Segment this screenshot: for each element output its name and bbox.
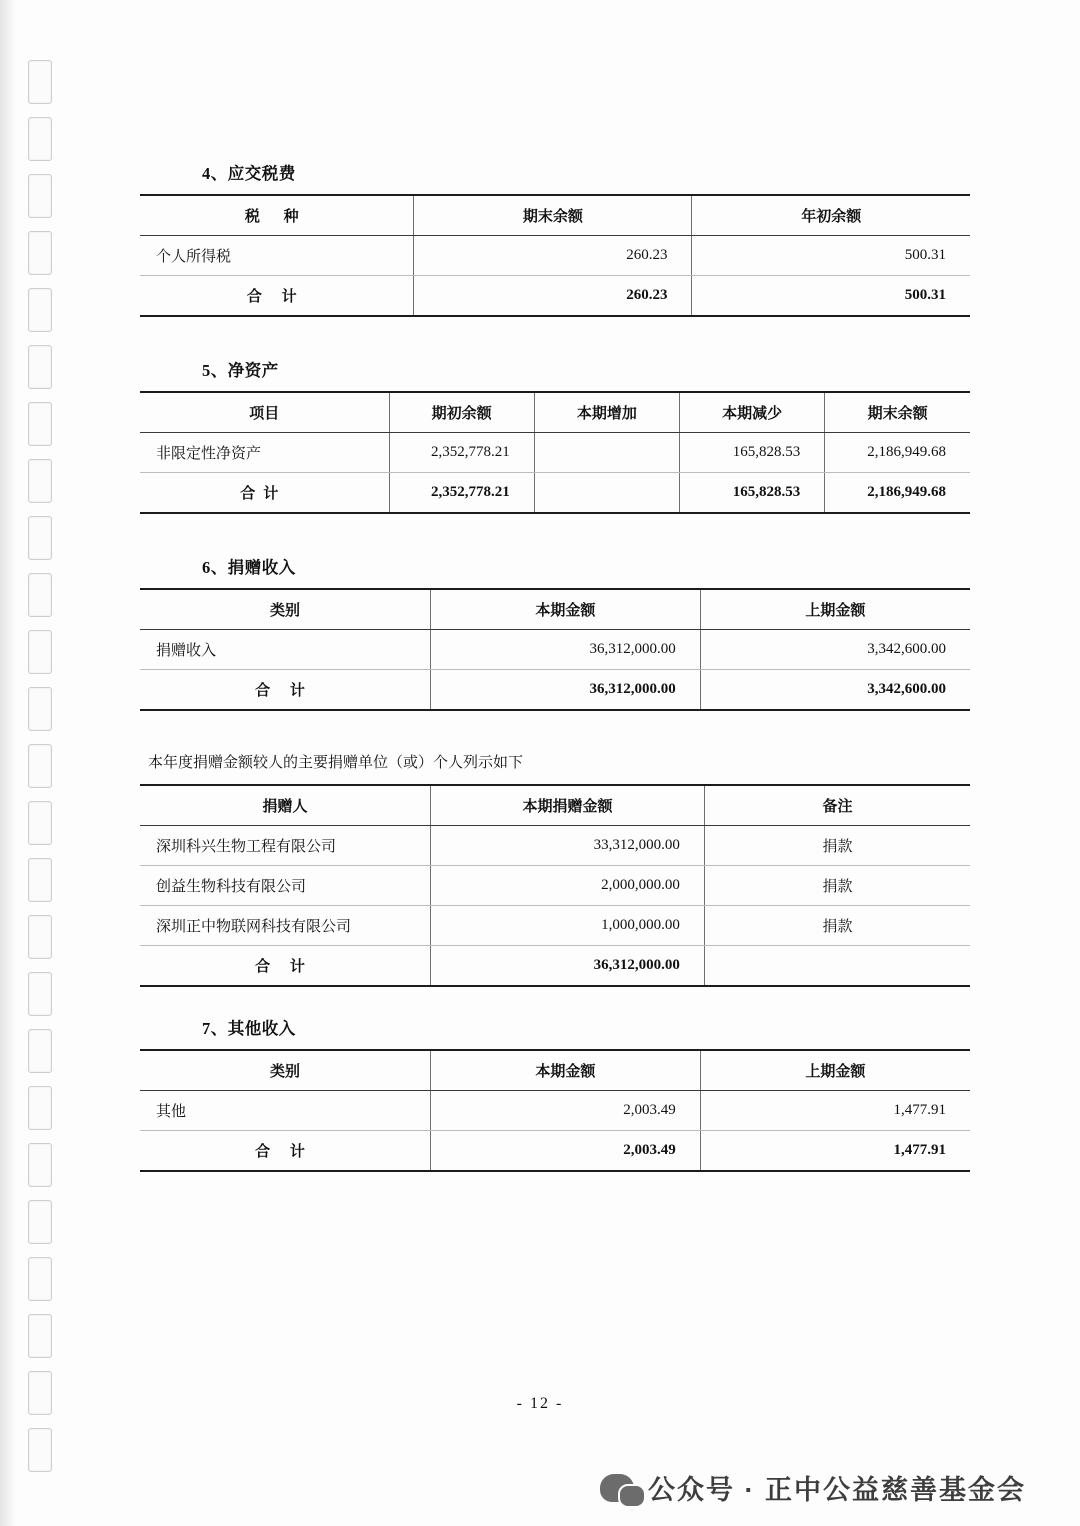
cell: 1,477.91 (700, 1131, 970, 1172)
table-total-row (140, 670, 970, 711)
binding-hole (28, 516, 52, 560)
cell: 36,312,000.00 (431, 946, 705, 987)
table-tax-payable (140, 194, 970, 317)
cell: 捐款 (704, 866, 970, 906)
cell: 非限定性净资产 (140, 433, 389, 473)
cell: 捐款 (704, 906, 970, 946)
cell: 260.23 (414, 276, 692, 317)
binding-hole (28, 858, 52, 902)
page-number: - 12 - (516, 1395, 564, 1412)
binding-hole (28, 1086, 52, 1130)
table-row (140, 866, 970, 906)
section-title-donation-income: 6、捐赠收入 (202, 558, 296, 577)
col-header: 本期增加 (534, 392, 679, 433)
section-title-other-income: 7、其他收入 (202, 1019, 296, 1038)
cell: 2,000,000.00 (431, 866, 705, 906)
binding-hole (28, 345, 52, 389)
binding-hole (28, 459, 52, 503)
binding-hole (28, 1257, 52, 1301)
table-header-row (140, 589, 970, 630)
cell: 500.31 (692, 276, 970, 317)
cell (534, 433, 679, 473)
cell: 合 计 (255, 683, 313, 699)
page-content (140, 0, 980, 1178)
table-other-income (140, 1049, 970, 1172)
cell: 3,342,600.00 (700, 670, 970, 711)
binding-hole (28, 915, 52, 959)
col-header: 本期金额 (431, 1050, 701, 1091)
binding-hole (28, 573, 52, 617)
col-header: 期初余额 (389, 392, 534, 433)
cell: 深圳正中物联网科技有限公司 (140, 906, 431, 946)
cell: 260.23 (414, 236, 692, 276)
cell: 33,312,000.00 (431, 826, 705, 866)
binding-hole (28, 972, 52, 1016)
cell: 2,186,949.68 (825, 433, 970, 473)
cell: 36,312,000.00 (431, 670, 701, 711)
table-donation-income (140, 588, 970, 711)
table-row (140, 236, 970, 276)
binding-hole (28, 1143, 52, 1187)
col-header: 备注 (704, 785, 970, 826)
cell: 创益生物科技有限公司 (140, 866, 431, 906)
page-edge-shadow (0, 0, 16, 1526)
binding-hole (28, 117, 52, 161)
table-total-row (140, 276, 970, 317)
cell: 合 计 (255, 1144, 313, 1160)
cell: 36,312,000.00 (431, 630, 701, 670)
col-header: 本期金额 (431, 589, 701, 630)
table-row (140, 433, 970, 473)
table-total-row (140, 946, 970, 987)
cell: 捐赠收入 (140, 630, 431, 670)
col-header: 项目 (140, 392, 389, 433)
table-row (140, 826, 970, 866)
binding-hole (28, 744, 52, 788)
col-header: 上期金额 (700, 1050, 970, 1091)
cell: 个人所得税 (140, 236, 414, 276)
table-row (140, 906, 970, 946)
cell: 165,828.53 (680, 473, 825, 514)
cell: 合 计 (255, 959, 313, 975)
table-row (140, 630, 970, 670)
binding-hole (28, 1428, 52, 1472)
cell: 捐款 (704, 826, 970, 866)
table-header-row (140, 195, 970, 236)
watermark (600, 1468, 1026, 1507)
col-header: 本期减少 (680, 392, 825, 433)
binding-hole (28, 1314, 52, 1358)
binding-hole (28, 801, 52, 845)
cell: 1,000,000.00 (431, 906, 705, 946)
table-major-donors (140, 784, 970, 987)
binding-hole (28, 1029, 52, 1073)
col-header: 类别 (140, 1050, 431, 1091)
cell: 2,352,778.21 (389, 433, 534, 473)
col-header: 税 种 (140, 195, 414, 236)
binding-hole (28, 231, 52, 275)
binding-hole (28, 1200, 52, 1244)
cell: 500.31 (692, 236, 970, 276)
binding-hole (28, 687, 52, 731)
cell (534, 473, 679, 514)
table-header-row (140, 785, 970, 826)
cell: 2,352,778.21 (389, 473, 534, 514)
cell: 2,003.49 (431, 1091, 701, 1131)
cell (704, 946, 970, 987)
wechat-icon (600, 1474, 634, 1502)
col-header: 期末余额 (414, 195, 692, 236)
table-header-row (140, 392, 970, 433)
cell: 2,186,949.68 (825, 473, 970, 514)
binding-hole (28, 60, 52, 104)
cell: 合 计 (246, 289, 305, 305)
cell: 2,003.49 (431, 1131, 701, 1172)
table-total-row (140, 473, 970, 514)
col-header: 上期金额 (700, 589, 970, 630)
section-title-tax: 4、应交税费 (202, 164, 296, 183)
table-total-row (140, 1131, 970, 1172)
col-header: 本期捐赠金额 (431, 785, 705, 826)
cell: 3,342,600.00 (700, 630, 970, 670)
col-header: 捐赠人 (140, 785, 431, 826)
table-row (140, 1091, 970, 1131)
cell: 165,828.53 (680, 433, 825, 473)
col-header: 年初余额 (692, 195, 970, 236)
col-header: 类别 (140, 589, 431, 630)
section-title-net-assets: 5、净资产 (202, 361, 279, 380)
col-header: 期末余额 (825, 392, 970, 433)
binding-hole (28, 630, 52, 674)
donor-note: 本年度捐赠金额较人的主要捐赠单位（或）个人列示如下 (148, 755, 524, 771)
binding-hole (28, 288, 52, 332)
watermark-text: 公众号 · 正中公益慈善基金会 (648, 1475, 1026, 1505)
binding-hole (28, 174, 52, 218)
table-net-assets (140, 391, 970, 514)
cell: 合计 (240, 486, 287, 502)
cell: 其他 (140, 1091, 431, 1131)
table-header-row (140, 1050, 970, 1091)
cell: 1,477.91 (700, 1091, 970, 1131)
cell: 深圳科兴生物工程有限公司 (140, 826, 431, 866)
spiral-binding (22, 60, 56, 1480)
binding-hole (28, 402, 52, 446)
